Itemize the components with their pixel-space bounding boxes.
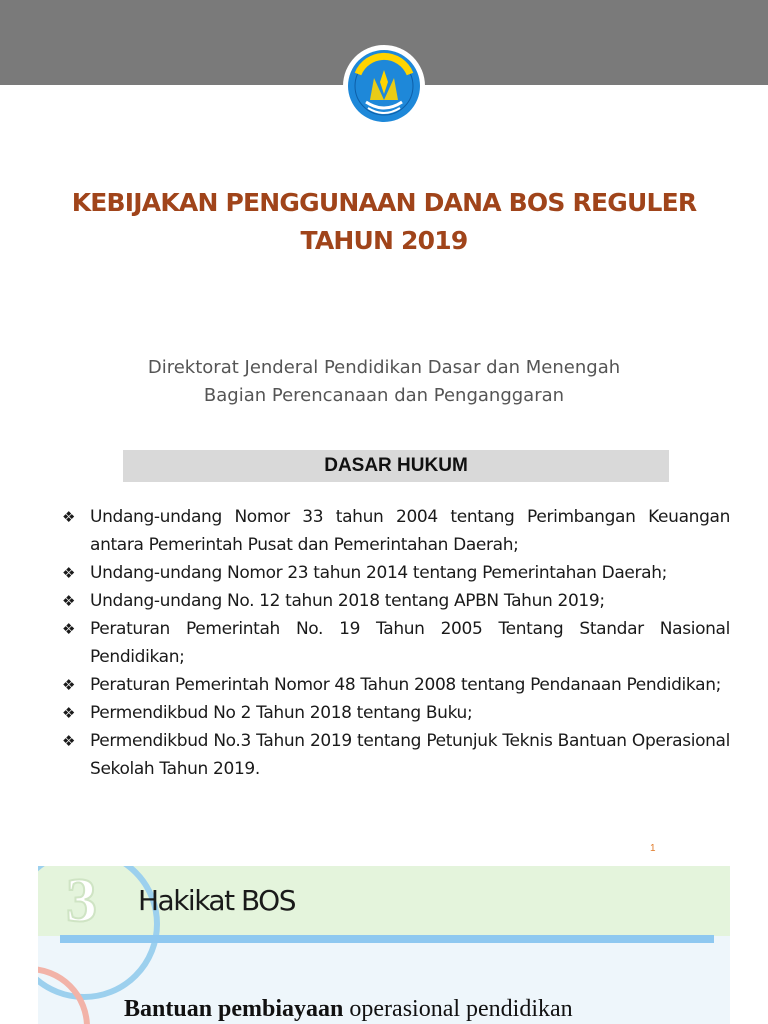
slide-title: Hakikat BOS (138, 884, 295, 917)
list-item (60, 503, 730, 559)
slide-body-text (124, 996, 573, 1023)
slide-body-text-rest: operasional pendidikan (343, 996, 573, 1022)
diamond-bullet-icon: ❖ (62, 732, 76, 750)
title-line-1: KEBIJAKAN PENGGUNAAN DANA BOS REGULER (71, 188, 697, 217)
diamond-bullet-icon: ❖ (62, 704, 76, 722)
list-item (60, 671, 730, 699)
document-subtitle (0, 354, 768, 410)
title-line-2: TAHUN 2019 (300, 226, 468, 255)
list-item (60, 727, 730, 783)
list-item (60, 559, 730, 587)
list-item-text: Undang-undang Nomor 23 tahun 2014 tentang Pemerintahan Daerah; (90, 563, 668, 583)
diamond-bullet-icon: ❖ (62, 592, 76, 610)
list-item-text: Undang-undang No. 12 tahun 2018 tentang APBN Tahun 2019; (90, 591, 605, 611)
document-title (0, 184, 768, 260)
list-item (60, 587, 730, 615)
diamond-bullet-icon: ❖ (62, 620, 76, 638)
section-heading-bar (123, 450, 669, 482)
subtitle-line-1: Direktorat Jenderal Pendidikan Dasar dan Menengah (147, 357, 621, 378)
list-item-text: Peraturan Pemerintah Nomor 48 Tahun 2008 tentang Pendanaan Pendidikan; (90, 675, 721, 695)
legal-basis-list (60, 503, 730, 783)
diamond-bullet-icon: ❖ (62, 508, 76, 526)
list-item-text: Permendikbud No.3 Tahun 2019 tentang Petunjuk Teknis Bantuan Operasional Sekolah Tahun 2019. (90, 731, 730, 779)
next-slide-preview (38, 866, 730, 1024)
tut-wuri-handayani-logo (340, 44, 428, 128)
list-item-text: Undang-undang Nomor 33 tahun 2004 tentang Perimbangan Keuangan antara Pemerintah Pusat dan Pemerintahan Daerah; (90, 507, 730, 555)
list-item (60, 615, 730, 671)
diamond-bullet-icon: ❖ (62, 564, 76, 582)
page-number: 1 (650, 843, 656, 854)
slide-number-digit: 3 (66, 867, 97, 935)
list-item-text: Peraturan Pemerintah No. 19 Tahun 2005 Tentang Standar Nasional Pendidikan; (90, 619, 730, 667)
section-heading: DASAR HUKUM (324, 455, 468, 476)
list-item-text: Permendikbud No 2 Tahun 2018 tentang Buku; (90, 703, 473, 723)
subtitle-line-2: Bagian Perencanaan dan Penganggaran (203, 385, 565, 406)
diamond-bullet-icon: ❖ (62, 676, 76, 694)
slide-title-underline (60, 935, 714, 943)
slide-body-text-bold: Bantuan pembiayaan (124, 996, 344, 1022)
list-item (60, 699, 730, 727)
